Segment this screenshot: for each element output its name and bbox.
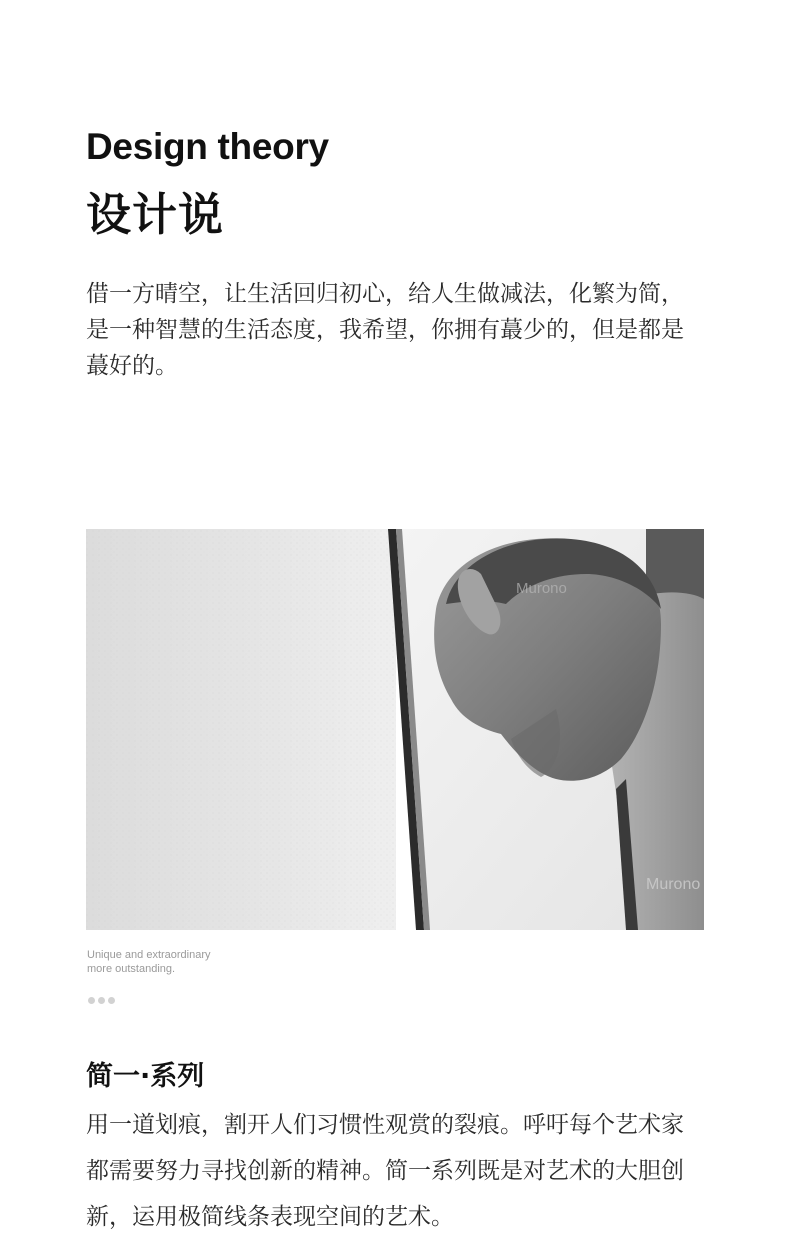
photo-caption-line-2: more outstanding.: [87, 963, 176, 975]
carousel-dot: [98, 997, 105, 1004]
carousel-indicator: [88, 997, 115, 1004]
photo-caption: [87, 948, 347, 976]
series-heading: 简一·系列: [86, 1061, 205, 1092]
designer-photo: [86, 529, 704, 930]
intro-paragraph: 借一方晴空，让生活回归初心，给人生做减法，化繁为简，是一种智慧的生活态度，我希望，你拥有蕞少的，但是都是蕞好的。: [86, 281, 684, 379]
series-description: 用一道划痕，割开人们习惯性观赏的裂痕。呼吁每个艺术家都需要努力寻找创新的精神。简一系列既是对艺术的大胆创新，运用极简线条表现空间的艺术。: [86, 1112, 684, 1230]
carousel-dot: [88, 997, 95, 1004]
watermark-bottom: Murono: [646, 876, 701, 893]
section-title-english: Design theory: [86, 126, 329, 167]
watermark-top: Murono: [516, 580, 567, 597]
photo-caption-line-1: Unique and extraordinary: [87, 949, 211, 961]
section-title-chinese: 设计说: [86, 188, 225, 241]
carousel-dot: [108, 997, 115, 1004]
